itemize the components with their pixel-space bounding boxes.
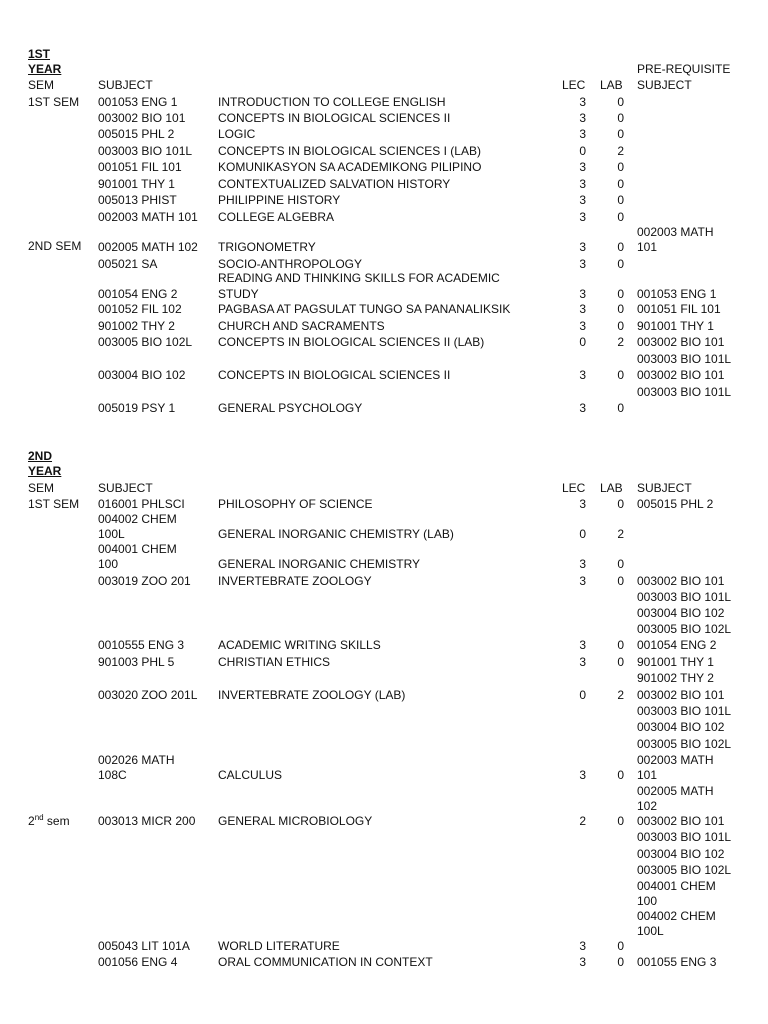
course-code: 005015 PHL 2 [98, 127, 175, 141]
course-code: 003004 BIO 102 [98, 368, 186, 382]
year2-sem1-label: 1ST SEM [28, 497, 80, 511]
course-title: CHURCH AND SACRAMENTS [218, 319, 385, 333]
prerequisite: 002005 MATH [637, 784, 714, 798]
prerequisite: 003005 BIO 102L [637, 737, 732, 751]
prerequisite: 003002 BIO 101 [637, 814, 725, 828]
lec-units: 3 [579, 368, 586, 382]
course-code: 003013 MICR 200 [98, 814, 196, 828]
lec-units: 3 [579, 210, 586, 224]
course-title: GENERAL MICROBIOLOGY [218, 814, 373, 828]
prerequisite: 005015 PHL 2 [637, 497, 714, 511]
prerequisite: 003005 BIO 102L [637, 863, 732, 877]
course-title: CONCEPTS IN BIOLOGICAL SCIENCES II [218, 368, 451, 382]
course-code: 004001 CHEM [98, 542, 177, 556]
prerequisite: 901002 THY 2 [637, 671, 714, 685]
lec-units: 3 [579, 574, 586, 588]
year2-sem2-number: 2 [28, 814, 35, 828]
course-code: 016001 PHLSCI [98, 497, 185, 511]
lab-units: 2 [617, 527, 624, 541]
lab-units: 0 [617, 302, 624, 316]
course-code: 001052 FIL 102 [98, 302, 182, 316]
lec-units: 3 [579, 127, 586, 141]
lab-units: 0 [617, 257, 624, 271]
course-code: 901003 PHL 5 [98, 655, 175, 669]
year2-header-lab: LAB [600, 481, 623, 495]
prerequisite: 003004 BIO 102 [637, 606, 725, 620]
course-code: 003002 BIO 101 [98, 111, 186, 125]
lab-units: 0 [617, 95, 624, 109]
year2-header-lec: LEC [562, 481, 586, 495]
course-code: 001054 ENG 2 [98, 287, 178, 301]
year2-heading-line2: YEAR [28, 464, 62, 478]
prerequisite: 003002 BIO 101 [637, 688, 725, 702]
year2-header-subject: SUBJECT [98, 481, 153, 495]
course-code: 003005 BIO 102L [98, 335, 193, 349]
lec-units: 0 [579, 688, 586, 702]
lec-units: 3 [579, 193, 586, 207]
lec-units: 3 [579, 638, 586, 652]
course-code: 100 [98, 557, 119, 571]
lab-units: 0 [617, 939, 624, 953]
course-code: 003019 ZOO 201 [98, 574, 191, 588]
course-code: 001056 ENG 4 [98, 955, 178, 969]
course-title: GENERAL INORGANIC CHEMISTRY (LAB) [218, 527, 454, 541]
course-title: CONCEPTS IN BIOLOGICAL SCIENCES II (LAB) [218, 335, 485, 349]
prerequisite: 003004 BIO 102 [637, 847, 725, 861]
course-code: 001053 ENG 1 [98, 95, 178, 109]
lab-units: 2 [617, 335, 624, 349]
year1-heading-line2: YEAR [28, 62, 62, 76]
course-title: GENERAL INORGANIC CHEMISTRY [218, 557, 421, 571]
prerequisite: 101 [637, 240, 658, 254]
course-code: 004002 CHEM [98, 512, 177, 526]
course-title: TRIGONOMETRY [218, 240, 316, 254]
lec-units: 3 [579, 160, 586, 174]
lab-units: 0 [617, 240, 624, 254]
year1-sem2-label: 2ND SEM [28, 239, 82, 253]
lab-units: 0 [617, 160, 624, 174]
year2-sem2-suffix: nd [34, 813, 44, 822]
course-title: PHILIPPINE HISTORY [218, 193, 341, 207]
prerequisite: 100 [637, 894, 658, 908]
course-title: ACADEMIC WRITING SKILLS [218, 638, 381, 652]
course-title: READING AND THINKING SKILLS FOR ACADEMIC [218, 271, 500, 285]
lec-units: 3 [579, 401, 586, 415]
lab-units: 0 [617, 177, 624, 191]
lec-units: 3 [579, 768, 586, 782]
lec-units: 3 [579, 287, 586, 301]
lab-units: 0 [617, 111, 624, 125]
course-title: LOGIC [218, 127, 256, 141]
lec-units: 3 [579, 319, 586, 333]
prerequisite: 003003 BIO 101L [637, 352, 732, 366]
prerequisite: 901001 THY 1 [637, 655, 714, 669]
year2-header-prereq: SUBJECT [637, 481, 692, 495]
year1-sem1-label: 1ST SEM [28, 95, 80, 109]
course-title: INVERTEBRATE ZOOLOGY [218, 574, 372, 588]
year2-heading-line1: 2ND [28, 449, 53, 463]
course-title: CONTEXTUALIZED SALVATION HISTORY [218, 177, 451, 191]
course-code: 005043 LIT 101A [98, 939, 190, 953]
prerequisite: 001054 ENG 2 [637, 638, 717, 652]
prerequisite: 004001 CHEM [637, 879, 716, 893]
year1-header-prereq: SUBJECT [637, 78, 692, 92]
lab-units: 0 [617, 557, 624, 571]
course-title: GENERAL PSYCHOLOGY [218, 401, 363, 415]
course-code: 002005 MATH 102 [98, 240, 198, 254]
lec-units: 0 [579, 335, 586, 349]
course-code: 005013 PHIST [98, 193, 177, 207]
course-title: COLLEGE ALGEBRA [218, 210, 335, 224]
course-title: ORAL COMMUNICATION IN CONTEXT [218, 955, 433, 969]
prerequisite: 901001 THY 1 [637, 319, 714, 333]
course-title: SOCIO-ANTHROPOLOGY [218, 257, 363, 271]
lab-units: 0 [617, 193, 624, 207]
prerequisite: 003003 BIO 101L [637, 385, 732, 399]
prerequisite: 004002 CHEM [637, 909, 716, 923]
course-title: CHRISTIAN ETHICS [218, 655, 331, 669]
lec-units: 3 [579, 257, 586, 271]
course-title: INVERTEBRATE ZOOLOGY (LAB) [218, 688, 406, 702]
lec-units: 3 [579, 955, 586, 969]
year1-header-lab: LAB [600, 78, 623, 92]
course-code: 108C [98, 768, 127, 782]
lab-units: 0 [617, 287, 624, 301]
prerequisite: 003002 BIO 101 [637, 335, 725, 349]
course-title: CALCULUS [218, 768, 283, 782]
course-title: PHILOSOPHY OF SCIENCE [218, 497, 373, 511]
prerequisite: 003003 BIO 101L [637, 590, 732, 604]
prerequisite: 001051 FIL 101 [637, 302, 721, 316]
prerequisite: 003002 BIO 101 [637, 368, 725, 382]
course-code: 003003 BIO 101L [98, 144, 193, 158]
prerequisite: 101 [637, 768, 658, 782]
course-title: CONCEPTS IN BIOLOGICAL SCIENCES I (LAB) [218, 144, 481, 158]
course-code: 002003 MATH 101 [98, 210, 198, 224]
lec-units: 3 [579, 177, 586, 191]
course-code: 002026 MATH [98, 753, 175, 767]
prerequisite: 003003 BIO 101L [637, 704, 732, 718]
course-title: KOMUNIKASYON SA ACADEMIKONG PILIPINO [218, 160, 482, 174]
lec-units: 3 [579, 939, 586, 953]
course-code: 001051 FIL 101 [98, 160, 182, 174]
lab-units: 2 [617, 688, 624, 702]
lec-units: 2 [579, 814, 586, 828]
course-code: 005019 PSY 1 [98, 401, 176, 415]
prerequisite: 001055 ENG 3 [637, 955, 717, 969]
year2-sem2-word: sem [43, 814, 70, 828]
prerequisite: 002003 MATH [637, 225, 714, 239]
course-title: CONCEPTS IN BIOLOGICAL SCIENCES II [218, 111, 451, 125]
year1-heading-line1: 1ST [28, 47, 51, 61]
lab-units: 0 [617, 368, 624, 382]
prerequisite: 003002 BIO 101 [637, 574, 725, 588]
course-title: PAGBASA AT PAGSULAT TUNGO SA PANANALIKSIK [218, 302, 511, 316]
course-code: 0010555 ENG 3 [98, 638, 185, 652]
year1-header-sem: SEM [28, 78, 55, 92]
lec-units: 3 [579, 302, 586, 316]
course-title: STUDY [218, 287, 259, 301]
lec-units: 3 [579, 497, 586, 511]
course-code: 100L [98, 527, 125, 541]
lec-units: 0 [579, 144, 586, 158]
lab-units: 0 [617, 955, 624, 969]
prerequisite: 003005 BIO 102L [637, 622, 732, 636]
year2-header-sem: SEM [28, 481, 55, 495]
lec-units: 3 [579, 95, 586, 109]
prerequisite: 003004 BIO 102 [637, 720, 725, 734]
course-code: 005021 SA [98, 257, 158, 271]
prerequisite: 100L [637, 924, 664, 938]
lec-units: 3 [579, 111, 586, 125]
lec-units: 0 [579, 527, 586, 541]
prerequisite: 001053 ENG 1 [637, 287, 717, 301]
lab-units: 0 [617, 638, 624, 652]
lab-units: 0 [617, 319, 624, 333]
lab-units: 0 [617, 814, 624, 828]
prerequisite: 102 [637, 799, 658, 813]
lab-units: 0 [617, 127, 624, 141]
prerequisite: 002003 MATH [637, 753, 714, 767]
lab-units: 0 [617, 768, 624, 782]
lec-units: 3 [579, 557, 586, 571]
course-code: 901001 THY 1 [98, 177, 175, 191]
lec-units: 3 [579, 240, 586, 254]
lab-units: 0 [617, 655, 624, 669]
course-code: 003020 ZOO 201L [98, 688, 198, 702]
course-code: 901002 THY 2 [98, 319, 175, 333]
course-title: INTRODUCTION TO COLLEGE ENGLISH [218, 95, 446, 109]
lab-units: 0 [617, 401, 624, 415]
prerequisite: 003003 BIO 101L [637, 830, 732, 844]
lab-units: 0 [617, 210, 624, 224]
lab-units: 0 [617, 574, 624, 588]
lab-units: 2 [617, 144, 624, 158]
course-title: WORLD LITERATURE [218, 939, 340, 953]
year1-prereq-heading: PRE-REQUISITE [637, 62, 731, 76]
lec-units: 3 [579, 655, 586, 669]
year1-header-lec: LEC [562, 78, 586, 92]
lab-units: 0 [617, 497, 624, 511]
year1-header-subject: SUBJECT [98, 78, 153, 92]
year2-sem2-label [28, 813, 70, 829]
